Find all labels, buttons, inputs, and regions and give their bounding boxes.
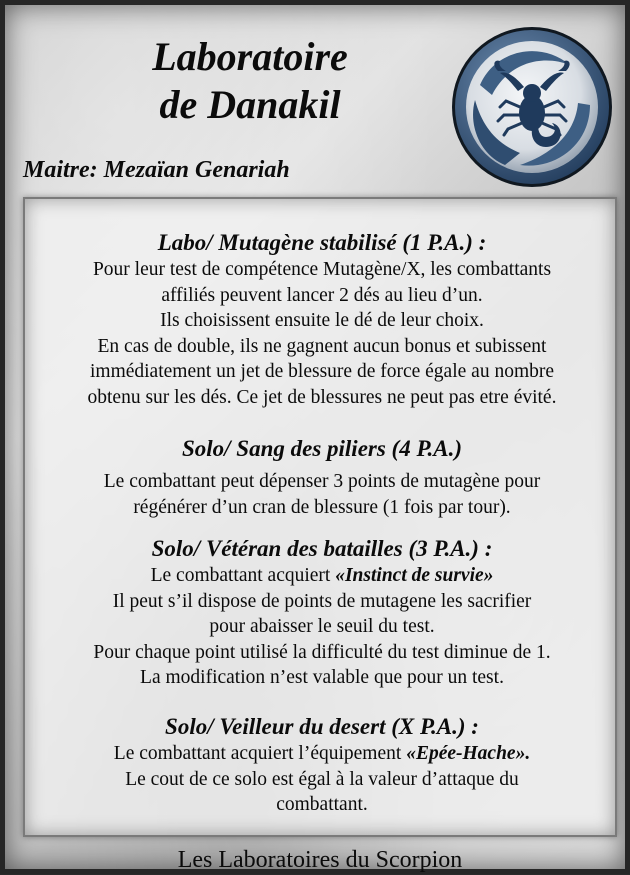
rule-line: affiliés peuvent lancer 2 dés au lieu d’un. bbox=[161, 284, 483, 306]
rule-line: Le combattant peut dépenser 3 points de mutagène pour bbox=[103, 471, 541, 492]
rule-line: combattant. bbox=[276, 794, 368, 815]
title-line-2: de Danakil bbox=[159, 82, 341, 127]
rule-line: Il peut s’il dispose de points de mutagene les sacrifier bbox=[112, 590, 532, 612]
ability-name: «Instinct de survie» bbox=[335, 565, 494, 586]
rule-line bbox=[25, 741, 619, 767]
section-heading: Labo/ Mutagène stabilisé (1 P.A.) : bbox=[157, 230, 487, 255]
card-footer: Les Laboratoires du Scorpion bbox=[177, 847, 463, 873]
rule-text: Le combattant acquiert l’équipement bbox=[113, 743, 407, 764]
equipment-name: «Epée-Hache». bbox=[406, 743, 531, 764]
section-heading: Solo/ Sang des piliers (4 P.A.) bbox=[181, 436, 463, 461]
rule-line: Pour leur test de compétence Mutagène/X, les combattants bbox=[92, 259, 552, 280]
rule-line: obtenu sur les dés. Ce jet de blessures ne peut pas etre évité. bbox=[87, 386, 557, 408]
card-title bbox=[115, 33, 385, 129]
rule-line: Ils choisissent ensuite le dé de leur choix. bbox=[160, 310, 484, 331]
rule-line: immédiatement un jet de blessure de force égale au nombre bbox=[89, 361, 555, 382]
rule-line: En cas de double, ils ne gagnent aucun bonus et subissent bbox=[97, 335, 547, 357]
rule-line: Pour chaque point utilisé la difficulté du test diminue de 1. bbox=[93, 641, 551, 663]
title-line-1: Laboratoire bbox=[152, 34, 348, 79]
rule-line: La modification n’est valable que pour un test. bbox=[140, 667, 504, 688]
scorpion-emblem-icon bbox=[450, 25, 615, 190]
rule-line: régénérer d’un cran de blessure (1 fois par tour). bbox=[133, 496, 511, 518]
master-name: Maitre: Mezaïan Genariah bbox=[23, 157, 290, 183]
rule-line: pour abaisser le seuil du test. bbox=[209, 616, 435, 637]
section-heading: Solo/ Vétéran des batailles (3 P.A.) : bbox=[151, 536, 493, 561]
rules-panel bbox=[23, 197, 617, 837]
section-sang-des-piliers bbox=[25, 435, 619, 520]
rule-text: Le combattant acquiert bbox=[150, 565, 336, 586]
section-veteran-des-batailles bbox=[25, 535, 619, 691]
rule-line: Le cout de ce solo est égal à la valeur d’attaque du bbox=[125, 768, 519, 790]
section-labo-mutagene bbox=[25, 229, 619, 410]
rule-line bbox=[25, 563, 619, 589]
section-heading: Solo/ Veilleur du desert (X P.A.) : bbox=[165, 714, 479, 739]
section-veilleur-du-desert bbox=[25, 713, 619, 818]
